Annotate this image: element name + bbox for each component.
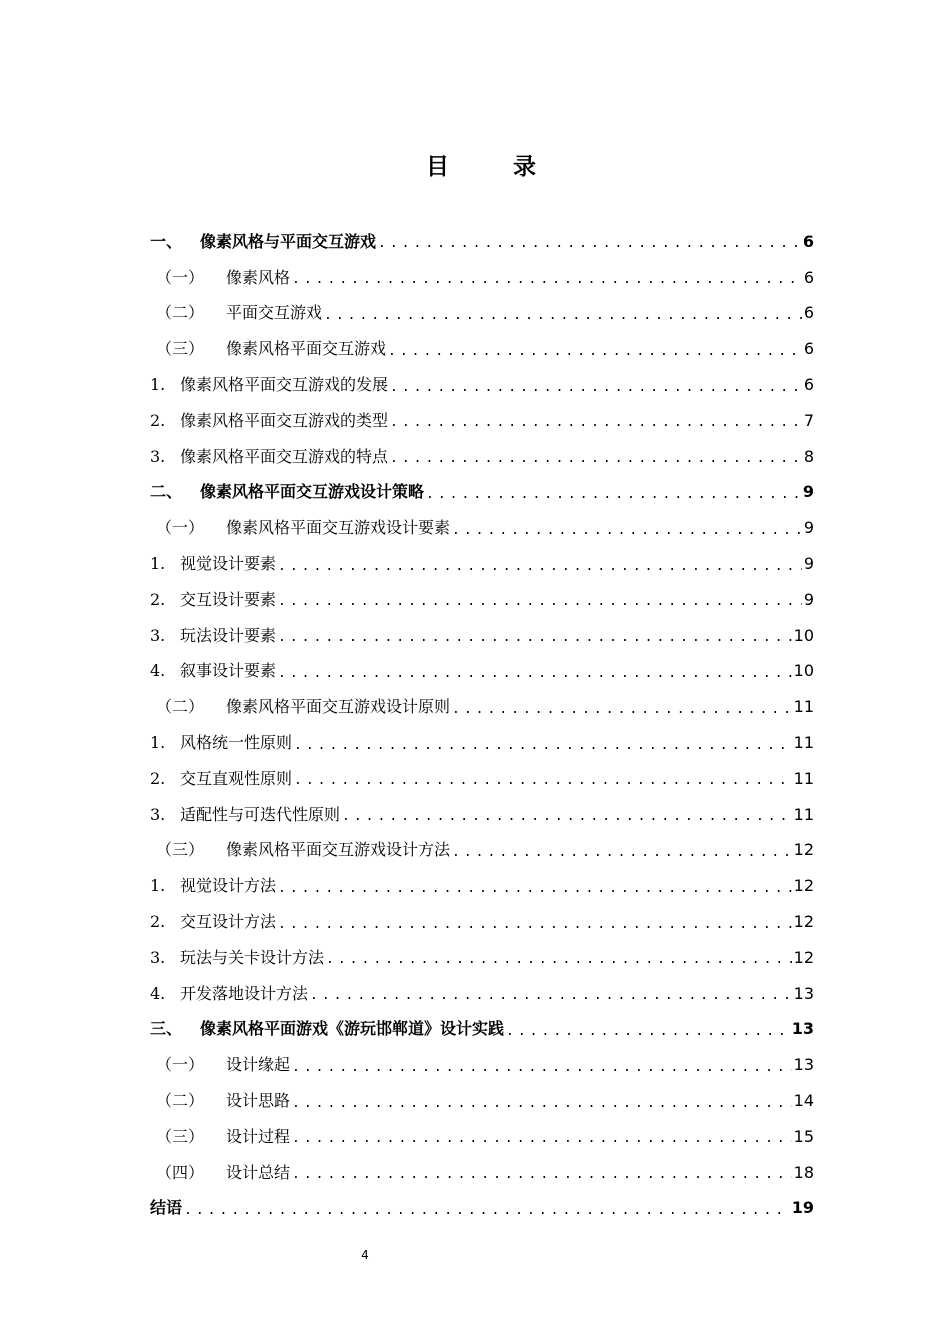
toc-entry-number: （四） xyxy=(156,1162,205,1182)
toc-entry-page: 11 xyxy=(793,768,814,788)
toc-dot-leader xyxy=(326,953,792,966)
toc-entry-number: （三） xyxy=(156,339,205,359)
toc-title: 目 录 xyxy=(425,154,564,180)
toc-entry-number: 2. xyxy=(150,410,166,430)
toc-entry-label: 像素风格平面交互游戏设计策略 xyxy=(200,482,425,502)
toc-entry-number: 2. xyxy=(150,912,166,932)
toc-entry-page: 9 xyxy=(803,518,814,538)
toc-entry-number: 3. xyxy=(150,446,166,466)
toc-entry-number: 二、 xyxy=(150,482,183,502)
toc-entry-page: 10 xyxy=(793,625,814,645)
toc-entry-page: 9 xyxy=(803,589,814,609)
toc-entry-page: 12 xyxy=(793,912,814,932)
toc-dot-leader xyxy=(278,882,792,895)
toc-dot-leader xyxy=(292,273,802,286)
toc-entry-page: 19 xyxy=(791,1198,814,1218)
toc-entry[interactable] xyxy=(150,260,814,296)
toc-entry[interactable] xyxy=(150,367,814,403)
toc-entry-label: 开发落地设计方法 xyxy=(180,983,309,1003)
toc-dot-leader xyxy=(292,1168,792,1181)
toc-dot-leader xyxy=(292,1097,792,1110)
toc-entry-label: 像素风格平面交互游戏的发展 xyxy=(180,375,389,395)
toc-dot-leader xyxy=(452,524,802,537)
toc-entry-page: 18 xyxy=(793,1162,814,1182)
toc-entry-number: 3. xyxy=(150,947,166,967)
toc-dot-leader xyxy=(426,488,801,501)
toc-dot-leader xyxy=(294,774,792,787)
toc-entry-label: 视觉设计要素 xyxy=(180,554,277,574)
toc-entry-number: 1. xyxy=(150,375,166,395)
toc-dot-leader xyxy=(452,846,792,859)
toc-entry[interactable] xyxy=(150,725,814,761)
toc-entry-number: （二） xyxy=(156,1091,205,1111)
toc-entry-number: 1. xyxy=(150,876,166,896)
toc-entry-label: 设计思路 xyxy=(226,1091,291,1111)
toc-entry[interactable] xyxy=(150,1119,814,1155)
toc-dot-leader xyxy=(390,452,802,465)
toc-entry-number: 4. xyxy=(150,983,166,1003)
toc-entry-label: 设计总结 xyxy=(226,1162,291,1182)
toc-entry-page: 13 xyxy=(793,983,814,1003)
toc-entry[interactable] xyxy=(150,761,814,797)
toc-entry-label: 像素风格平面交互游戏的类型 xyxy=(180,410,389,430)
toc-entry-number: 1. xyxy=(150,554,166,574)
toc-entry-number: 1. xyxy=(150,733,166,753)
toc-entry-number: 2. xyxy=(150,589,166,609)
toc-entry-label: 交互直观性原则 xyxy=(180,768,293,788)
toc-entry-label: 结语 xyxy=(150,1198,183,1218)
toc-entry-label: 交互设计要素 xyxy=(180,589,277,609)
toc-dot-leader xyxy=(378,237,801,250)
toc-entry-number: 一、 xyxy=(150,231,183,251)
toc-entry[interactable] xyxy=(150,582,814,618)
toc-entry-number: 3. xyxy=(150,804,166,824)
toc-entry[interactable] xyxy=(150,904,814,940)
toc-dot-leader xyxy=(278,667,792,680)
toc-entry-label: 像素风格平面交互游戏的特点 xyxy=(180,446,389,466)
toc-entry-number: （一） xyxy=(156,518,205,538)
toc-entry-page: 12 xyxy=(793,876,814,896)
toc-dot-leader xyxy=(292,1061,792,1074)
toc-entry-page: 10 xyxy=(793,661,814,681)
toc-entry-number: （一） xyxy=(156,1055,205,1075)
toc-entry[interactable] xyxy=(150,797,814,833)
toc-entry[interactable] xyxy=(150,1047,814,1083)
toc-entry-page: 11 xyxy=(793,804,814,824)
toc-entry-label: 玩法与关卡设计方法 xyxy=(180,947,325,967)
toc-entry[interactable] xyxy=(150,868,814,904)
toc-dot-leader xyxy=(390,381,802,394)
toc-entry-number: 三、 xyxy=(150,1019,183,1039)
toc-entry-page: 15 xyxy=(793,1126,814,1146)
toc-dot-leader xyxy=(278,595,802,608)
toc-entry-label: 适配性与可迭代性原则 xyxy=(180,804,341,824)
toc-dot-leader xyxy=(390,416,802,429)
toc-dot-leader xyxy=(278,560,802,573)
toc-entry-number: 3. xyxy=(150,625,166,645)
toc-entry[interactable] xyxy=(150,1083,814,1119)
toc-entry-number: 4. xyxy=(150,661,166,681)
toc-dot-leader xyxy=(388,345,802,358)
toc-entry-page: 14 xyxy=(793,1091,814,1111)
toc-entry[interactable] xyxy=(150,1155,814,1191)
toc-dot-leader xyxy=(278,631,792,644)
toc-entry-page: 13 xyxy=(793,1055,814,1075)
toc-entry-page: 11 xyxy=(793,733,814,753)
toc-entry[interactable] xyxy=(150,833,814,869)
toc-entry-page: 7 xyxy=(803,410,814,430)
toc-entry[interactable] xyxy=(150,296,814,332)
toc-entry-label: 玩法设计要素 xyxy=(180,625,277,645)
toc-entry-page: 13 xyxy=(791,1019,814,1039)
toc-entry[interactable] xyxy=(150,618,814,654)
toc-entry-label: 像素风格 xyxy=(226,267,291,287)
toc-entry-label: 设计缘起 xyxy=(226,1055,291,1075)
toc-entry[interactable] xyxy=(150,1012,814,1048)
toc-entry-label: 设计过程 xyxy=(226,1126,291,1146)
toc-entry-number: 2. xyxy=(150,768,166,788)
toc-entry[interactable] xyxy=(150,224,814,260)
toc-entry-label: 风格统一性原则 xyxy=(180,733,293,753)
toc-entry-label: 视觉设计方法 xyxy=(180,876,277,896)
footer-page-number: 4 xyxy=(361,1248,369,1262)
toc-entry[interactable] xyxy=(150,654,814,690)
toc-entry-page: 12 xyxy=(793,840,814,860)
toc-entry[interactable] xyxy=(150,940,814,976)
toc-entry-page: 6 xyxy=(803,339,814,359)
toc-entry-page: 8 xyxy=(803,446,814,466)
toc-entry-page: 11 xyxy=(793,697,814,717)
toc-list xyxy=(150,224,814,1226)
toc-entry[interactable] xyxy=(150,439,814,475)
toc-entry-page: 12 xyxy=(793,947,814,967)
toc-dot-leader xyxy=(506,1025,790,1038)
toc-entry-label: 像素风格与平面交互游戏 xyxy=(200,231,377,251)
toc-entry-label: 平面交互游戏 xyxy=(226,303,323,323)
toc-entry-label: 像素风格平面交互游戏设计原则 xyxy=(226,697,451,717)
toc-entry-page: 9 xyxy=(802,482,814,502)
toc-entry-number: （三） xyxy=(156,840,205,860)
toc-dot-leader xyxy=(324,309,802,322)
toc-entry-number: （二） xyxy=(156,303,205,323)
toc-entry-number: （三） xyxy=(156,1126,205,1146)
toc-dot-leader xyxy=(294,739,792,752)
toc-entry-label: 像素风格平面交互游戏 xyxy=(226,339,387,359)
toc-dot-leader xyxy=(184,1204,790,1217)
toc-entry-page: 6 xyxy=(803,303,814,323)
toc-entry-page: 6 xyxy=(803,267,814,287)
toc-entry-number: （二） xyxy=(156,697,205,717)
toc-entry-page: 6 xyxy=(802,231,814,251)
toc-dot-leader xyxy=(278,918,792,931)
toc-dot-leader xyxy=(310,989,792,1002)
toc-entry-label: 叙事设计要素 xyxy=(180,661,277,681)
toc-entry-page: 9 xyxy=(803,554,814,574)
toc-entry-label: 像素风格平面游戏《游玩邯郸道》设计实践 xyxy=(200,1019,505,1039)
toc-dot-leader xyxy=(342,810,792,823)
toc-entry-label: 像素风格平面交互游戏设计方法 xyxy=(226,840,451,860)
toc-entry[interactable] xyxy=(150,403,814,439)
toc-entry[interactable] xyxy=(150,546,814,582)
toc-dot-leader xyxy=(292,1132,792,1145)
toc-entry-label: 交互设计方法 xyxy=(180,912,277,932)
toc-entry[interactable] xyxy=(150,689,814,725)
toc-entry[interactable] xyxy=(150,510,814,546)
toc-entry[interactable] xyxy=(150,976,814,1012)
toc-entry[interactable] xyxy=(150,1191,814,1227)
toc-dot-leader xyxy=(452,703,792,716)
toc-entry[interactable] xyxy=(150,475,814,511)
toc-entry-page: 6 xyxy=(803,375,814,395)
toc-entry-label: 像素风格平面交互游戏设计要素 xyxy=(226,518,451,538)
toc-entry-number: （一） xyxy=(156,267,205,287)
toc-entry[interactable] xyxy=(150,331,814,367)
